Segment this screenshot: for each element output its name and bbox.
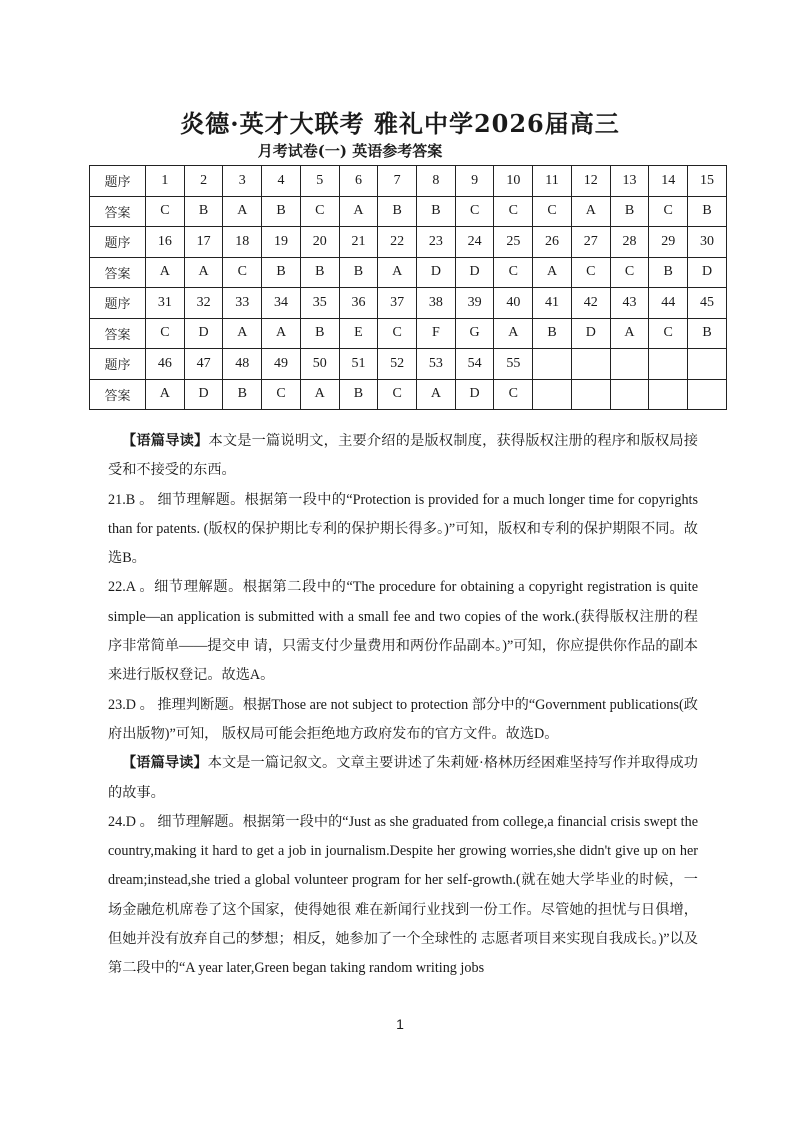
- question-number-row: [90, 227, 727, 258]
- answer-letter-cell: C: [146, 318, 185, 349]
- answer-letter-cell: B: [300, 257, 339, 288]
- question-number-cell: 17: [184, 227, 223, 258]
- answer-letter-cell: C: [378, 318, 417, 349]
- question-number-cell: 47: [184, 349, 223, 380]
- question-number-cell: 18: [223, 227, 262, 258]
- answer-letter-cell: C: [262, 379, 301, 410]
- question-number-cell: 38: [417, 288, 456, 319]
- answer-letter-cell: [610, 379, 649, 410]
- passage-guide-text: 本文是一篇说明文，主要介绍的是版权制度，获得版权注册的程序和版权局接受和不接受的东西。: [108, 433, 698, 479]
- answer-letter-cell: [533, 379, 572, 410]
- explanation-q23: 23.D 。 推理判断题。根据Those are not subject to protection 部分中的“Government publications(政府出版物)”可知， 版权局可能会拒绝地方政府发布的官方文件。故选D。: [108, 696, 698, 742]
- answer-letter-cell: C: [146, 196, 185, 227]
- question-number-cell: 31: [146, 288, 185, 319]
- row-label-question: 题序: [90, 288, 146, 319]
- question-number-cell: 20: [300, 227, 339, 258]
- answer-letter-cell: D: [184, 379, 223, 410]
- question-number-cell: 10: [494, 166, 533, 197]
- explanation-q21: 21.B 。 细节理解题。根据第一段中的“Protection is provided for a much longer time for copyrights than for patents. (版权的保护期比专利的保护期长得多。)”可知，版权和专利的保护期限不同。故选B。: [108, 491, 698, 567]
- question-number-cell: 13: [610, 166, 649, 197]
- answer-letter-cell: C: [223, 257, 262, 288]
- row-label-answer: 答案: [90, 379, 146, 410]
- question-number-cell: 51: [339, 349, 378, 380]
- question-number-cell: 32: [184, 288, 223, 319]
- answer-letter-cell: [688, 379, 727, 410]
- answer-letter-cell: C: [494, 257, 533, 288]
- question-number-cell: 5: [300, 166, 339, 197]
- answer-letter-cell: A: [146, 257, 185, 288]
- answer-letter-cell: B: [533, 318, 572, 349]
- answer-letter-cell: [571, 379, 610, 410]
- question-number-cell: 25: [494, 227, 533, 258]
- answer-letter-cell: B: [688, 196, 727, 227]
- answer-letter-cell: F: [417, 318, 456, 349]
- question-number-cell: 33: [223, 288, 262, 319]
- passage-guide-label: 【语篇导读】: [122, 433, 209, 449]
- passage-guide-text: 本文是一篇记叙文。文章主要讲述了朱莉娅·格林历经困难坚持写作并取得成功的故事。: [108, 755, 698, 801]
- answer-row: [90, 379, 727, 410]
- row-label-question: 题序: [90, 227, 146, 258]
- question-number-cell: 3: [223, 166, 262, 197]
- question-number-cell: 4: [262, 166, 301, 197]
- question-number-cell: 42: [571, 288, 610, 319]
- question-number-cell: 52: [378, 349, 417, 380]
- row-label-answer: 答案: [90, 257, 146, 288]
- page-number: 1: [396, 1016, 404, 1032]
- explanation-q22: 22.A 。细节理解题。根据第二段中的“The procedure for obtaining a copyright registration is quite simple—an application is submitted with a small fee and two copies of the work.(获得版权注册的程序非常简单——提交申 请，只需支付少量费用和两份作品副本。)”可知，你应提供你作品的副本来进行版权登记。故选A。: [108, 579, 698, 684]
- question-number-cell: 43: [610, 288, 649, 319]
- answer-letter-cell: A: [300, 379, 339, 410]
- answer-letter-cell: A: [223, 196, 262, 227]
- answer-letter-cell: A: [146, 379, 185, 410]
- answer-letter-cell: B: [649, 257, 688, 288]
- answer-letter-cell: A: [571, 196, 610, 227]
- question-number-cell: 27: [571, 227, 610, 258]
- answer-letter-cell: C: [455, 196, 494, 227]
- explanations-section: [108, 427, 698, 984]
- answer-letter-cell: B: [378, 196, 417, 227]
- answer-letter-cell: E: [339, 318, 378, 349]
- row-label-question: 题序: [90, 166, 146, 197]
- answer-letter-cell: C: [300, 196, 339, 227]
- question-number-cell: 1: [146, 166, 185, 197]
- question-number-cell: 23: [417, 227, 456, 258]
- question-number-cell: 50: [300, 349, 339, 380]
- question-number-cell: 39: [455, 288, 494, 319]
- question-number-cell: 26: [533, 227, 572, 258]
- question-number-cell: 40: [494, 288, 533, 319]
- question-number-cell: 15: [688, 166, 727, 197]
- question-number-cell: 44: [649, 288, 688, 319]
- answer-key-table-body: [90, 166, 727, 410]
- answer-letter-cell: A: [417, 379, 456, 410]
- question-number-cell: [571, 349, 610, 380]
- answer-letter-cell: B: [223, 379, 262, 410]
- question-number-cell: 35: [300, 288, 339, 319]
- question-number-cell: 46: [146, 349, 185, 380]
- answer-letter-cell: D: [455, 379, 494, 410]
- question-number-cell: 55: [494, 349, 533, 380]
- question-number-cell: 28: [610, 227, 649, 258]
- question-number-cell: 12: [571, 166, 610, 197]
- question-number-cell: 22: [378, 227, 417, 258]
- answer-letter-cell: B: [688, 318, 727, 349]
- answer-letter-cell: A: [339, 196, 378, 227]
- question-number-cell: 9: [455, 166, 494, 197]
- question-number-cell: 54: [455, 349, 494, 380]
- question-number-cell: 21: [339, 227, 378, 258]
- page-title: 炎德·英才大联考 雅礼中学2026届高三: [180, 109, 620, 138]
- question-number-cell: 36: [339, 288, 378, 319]
- answer-letter-cell: D: [571, 318, 610, 349]
- question-number-cell: 34: [262, 288, 301, 319]
- answer-letter-cell: B: [339, 257, 378, 288]
- answer-letter-cell: C: [649, 196, 688, 227]
- answer-letter-cell: A: [262, 318, 301, 349]
- answer-letter-cell: A: [184, 257, 223, 288]
- answer-row: [90, 196, 727, 227]
- answer-letter-cell: A: [533, 257, 572, 288]
- answer-letter-cell: C: [378, 379, 417, 410]
- question-number-cell: 14: [649, 166, 688, 197]
- answer-letter-cell: B: [184, 196, 223, 227]
- question-number-cell: 16: [146, 227, 185, 258]
- question-number-cell: 37: [378, 288, 417, 319]
- answer-letter-cell: B: [262, 257, 301, 288]
- answer-letter-cell: B: [610, 196, 649, 227]
- question-number-cell: 8: [417, 166, 456, 197]
- answer-letter-cell: [649, 379, 688, 410]
- answer-letter-cell: D: [184, 318, 223, 349]
- answer-letter-cell: C: [571, 257, 610, 288]
- question-number-cell: 48: [223, 349, 262, 380]
- answer-row: [90, 257, 727, 288]
- question-number-cell: [688, 349, 727, 380]
- answer-letter-cell: C: [649, 318, 688, 349]
- passage-guide-2: [108, 749, 698, 808]
- answer-row: [90, 318, 727, 349]
- question-number-cell: 49: [262, 349, 301, 380]
- explanation-q24: 24.D 。 细节理解题。根据第一段中的“Just as she graduated from college,a financial crisis swept the country,making it hard to get a job in journalism.Despite her growing worries,she didn't give up on her dream;instead,she tried a global volunteer program for her self-growth.(就在她大学毕业的时候，一场金融危机席卷了这个国家，使得她很 难在新闻行业找到一份工作。尽管她的担忧与日俱增，但她并没有放弃自己的梦想；相反，她参加了一个全球性的 志愿者项目来实现自我成长。)”以及第二段中的“A year later,Green began taking random writing jobs: [108, 813, 698, 977]
- question-number-row: [90, 166, 727, 197]
- question-number-cell: 45: [688, 288, 727, 319]
- answer-letter-cell: B: [339, 379, 378, 410]
- answer-letter-cell: A: [494, 318, 533, 349]
- question-number-cell: 2: [184, 166, 223, 197]
- answer-letter-cell: G: [455, 318, 494, 349]
- answer-key-table: [89, 165, 727, 410]
- question-number-cell: 6: [339, 166, 378, 197]
- answer-letter-cell: C: [494, 196, 533, 227]
- answer-letter-cell: B: [300, 318, 339, 349]
- question-number-cell: 30: [688, 227, 727, 258]
- answer-letter-cell: A: [378, 257, 417, 288]
- answer-letter-cell: A: [223, 318, 262, 349]
- row-label-answer: 答案: [90, 196, 146, 227]
- answer-letter-cell: B: [262, 196, 301, 227]
- answer-letter-cell: D: [417, 257, 456, 288]
- question-number-row: [90, 349, 727, 380]
- answer-letter-cell: D: [455, 257, 494, 288]
- row-label-question: 题序: [90, 349, 146, 380]
- question-number-cell: [533, 349, 572, 380]
- question-number-cell: 41: [533, 288, 572, 319]
- passage-guide-label: 【语篇导读】: [122, 755, 208, 772]
- question-number-cell: 11: [533, 166, 572, 197]
- passage-guide-1: [108, 427, 698, 486]
- answer-letter-cell: A: [610, 318, 649, 349]
- page-subtitle: 月考试卷(一) 英语参考答案: [257, 142, 443, 160]
- answer-letter-cell: C: [533, 196, 572, 227]
- question-number-cell: 24: [455, 227, 494, 258]
- answer-letter-cell: C: [494, 379, 533, 410]
- answer-letter-cell: C: [610, 257, 649, 288]
- question-number-cell: 29: [649, 227, 688, 258]
- question-number-cell: 19: [262, 227, 301, 258]
- answer-letter-cell: B: [417, 196, 456, 227]
- row-label-answer: 答案: [90, 318, 146, 349]
- question-number-cell: [649, 349, 688, 380]
- question-number-row: [90, 288, 727, 319]
- question-number-cell: 53: [417, 349, 456, 380]
- answer-letter-cell: D: [688, 257, 727, 288]
- question-number-cell: 7: [378, 166, 417, 197]
- question-number-cell: [610, 349, 649, 380]
